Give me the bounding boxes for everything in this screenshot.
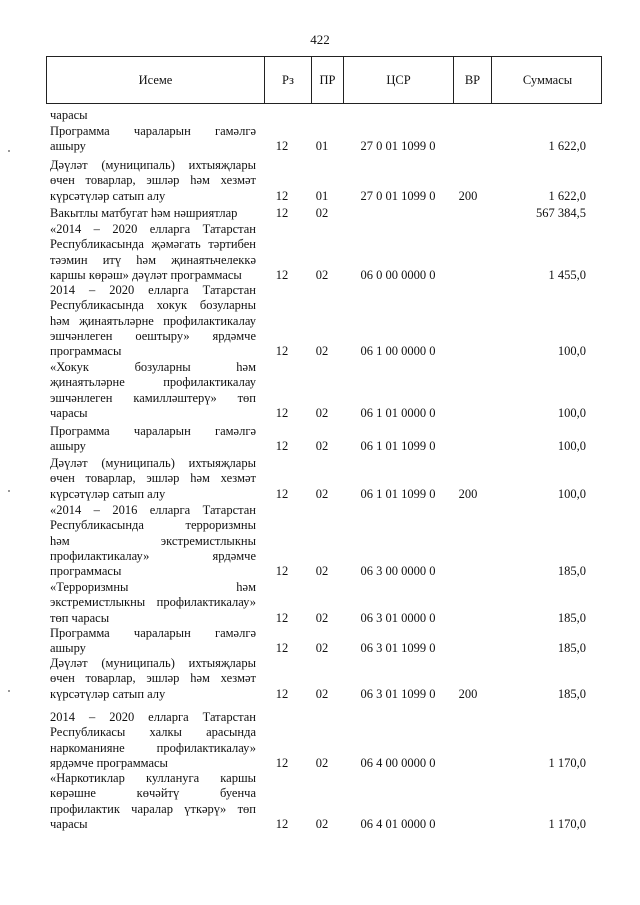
row-pr: 02: [315, 405, 329, 420]
row-pr: 01: [315, 139, 329, 154]
row-csr: 06 1 01 1099 0: [360, 486, 436, 501]
row-csr: 27 0 01 1099 0: [360, 188, 436, 203]
row-csr: 06 4 01 0000 0: [360, 816, 436, 831]
row-sum: 567 384,5: [536, 206, 586, 220]
row-sum: 100,0: [557, 405, 586, 420]
row-pr: 02: [315, 564, 329, 579]
row-sum: 100,0: [557, 344, 586, 359]
row-pr: 02: [315, 344, 329, 359]
row-pr: 02: [315, 610, 329, 625]
table-header: [46, 56, 602, 104]
row-rz: 12: [275, 755, 289, 770]
row-sum: 185,0: [557, 564, 586, 579]
row-rz: 12: [275, 686, 289, 701]
row-sum: 1 170,0: [548, 816, 586, 831]
scan-mark: [8, 490, 10, 492]
row-sum: 1 622,0: [548, 139, 586, 154]
row-rz: 12: [275, 344, 289, 359]
row-csr: 06 0 00 0000 0: [360, 267, 436, 282]
row-rz: 12: [275, 564, 289, 579]
header-rz: Рз: [265, 57, 312, 103]
row-rz: 12: [275, 610, 289, 625]
row-sum: 1 455,0: [548, 267, 586, 282]
row-pr: 02: [315, 486, 329, 501]
row-pr: 02: [315, 816, 329, 831]
row-vr: 200: [458, 188, 478, 203]
scan-mark: [8, 150, 10, 152]
header-vr: ВР: [454, 57, 492, 103]
row-rz: 12: [275, 139, 289, 154]
header-pr: ПР: [312, 57, 344, 103]
row-csr: 06 3 01 1099 0: [360, 641, 436, 656]
row-pr: 02: [315, 641, 329, 656]
row-name: чарасы: [50, 108, 88, 122]
row-pr: 02: [315, 686, 329, 701]
header-csr: ЦСР: [344, 57, 454, 103]
row-rz: 12: [275, 816, 289, 831]
row-csr: 06 4 00 0000 0: [360, 755, 436, 770]
row-csr: 06 1 01 0000 0: [360, 405, 436, 420]
row-csr: 06 1 01 1099 0: [360, 439, 436, 454]
row-rz: 12: [275, 188, 289, 203]
row-name: «Хокук бозуларны һәм җинаятьләрне профилактикалау эшчәнлеген камилләштерү» төп чарасы: [50, 360, 256, 420]
row-rz: 12: [275, 206, 289, 220]
row-rz: 12: [275, 641, 289, 656]
row-csr: 06 3 01 0000 0: [360, 610, 436, 625]
row-name: «Наркотиклар куллануга каршы көрәшне көчәйтү буенча профилактик чаралар үткәрү» төп чарасы: [50, 771, 256, 831]
row-name: 2014 – 2020 елларга Татарстан Республикасы халкы арасында наркоманияне профилактикалау» ярдәмче программасы: [50, 710, 256, 770]
row-csr: 06 3 00 0000 0: [360, 564, 436, 579]
row-name: Программа чараларын гамәлгә ашыру: [50, 124, 256, 154]
row-sum: 185,0: [557, 686, 586, 701]
row-name: «2014 – 2020 елларга Татарстан Республикасында җәмәгать тәртибен тәэмин итү һәм җинаятьчелеккә каршы көрәш» дәүләт программасы: [50, 222, 256, 282]
row-pr: 02: [315, 206, 329, 220]
row-pr: 02: [315, 267, 329, 282]
row-sum: 100,0: [557, 486, 586, 501]
row-name: «2014 – 2016 елларга Татарстан Республикасында терроризмны һәм экстремистлыкны профилактикалау» ярдәмче программасы: [50, 503, 256, 579]
row-name: Дәүләт (муниципаль) ихтыяҗлары өчен товарлар, эшләр һәм хезмәт күрсәтүләр сатып алу: [50, 656, 256, 701]
row-rz: 12: [275, 405, 289, 420]
row-pr: 01: [315, 188, 329, 203]
row-name: Дәүләт (муниципаль) ихтыяҗлары өчен товарлар, эшләр һәм хезмәт күрсәтүләр сатып алу: [50, 158, 256, 203]
row-name: 2014 – 2020 елларга Татарстан Республикасында хокук бозуларны һәм җинаятьләрне профилактикалау эшчәнлеген оештыру» ярдәмче программасы: [50, 283, 256, 359]
row-csr: 06 1 00 0000 0: [360, 344, 436, 359]
row-sum: 1 622,0: [548, 188, 586, 203]
row-name: Программа чараларын гамәлгә ашыру: [50, 424, 256, 454]
row-sum: 100,0: [557, 439, 586, 454]
row-pr: 02: [315, 755, 329, 770]
row-sum: 1 170,0: [548, 755, 586, 770]
row-csr: 06 3 01 1099 0: [360, 686, 436, 701]
header-sum: Суммасы: [522, 73, 573, 87]
row-sum: 185,0: [557, 610, 586, 625]
row-rz: 12: [275, 486, 289, 501]
row-name: Вакытлы матбугат һәм нәшриятлар: [50, 206, 238, 220]
row-pr: 02: [315, 439, 329, 454]
row-vr: 200: [458, 686, 478, 701]
row-vr: 200: [458, 486, 478, 501]
scan-mark: [8, 690, 10, 692]
row-rz: 12: [275, 267, 289, 282]
row-name: Дәүләт (муниципаль) ихтыяҗлары өчен товарлар, эшләр һәм хезмәт күрсәтүләр сатып алу: [50, 456, 256, 501]
page-number: 422: [310, 32, 330, 47]
row-sum: 185,0: [557, 641, 586, 656]
row-rz: 12: [275, 439, 289, 454]
row-csr: 27 0 01 1099 0: [360, 139, 436, 154]
row-name: «Терроризмны һәм экстремистлыкны профилактикалау» төп чарасы: [50, 580, 256, 625]
header-name: Исеме: [47, 57, 265, 103]
row-name: Программа чараларын гамәлгә ашыру: [50, 626, 256, 656]
